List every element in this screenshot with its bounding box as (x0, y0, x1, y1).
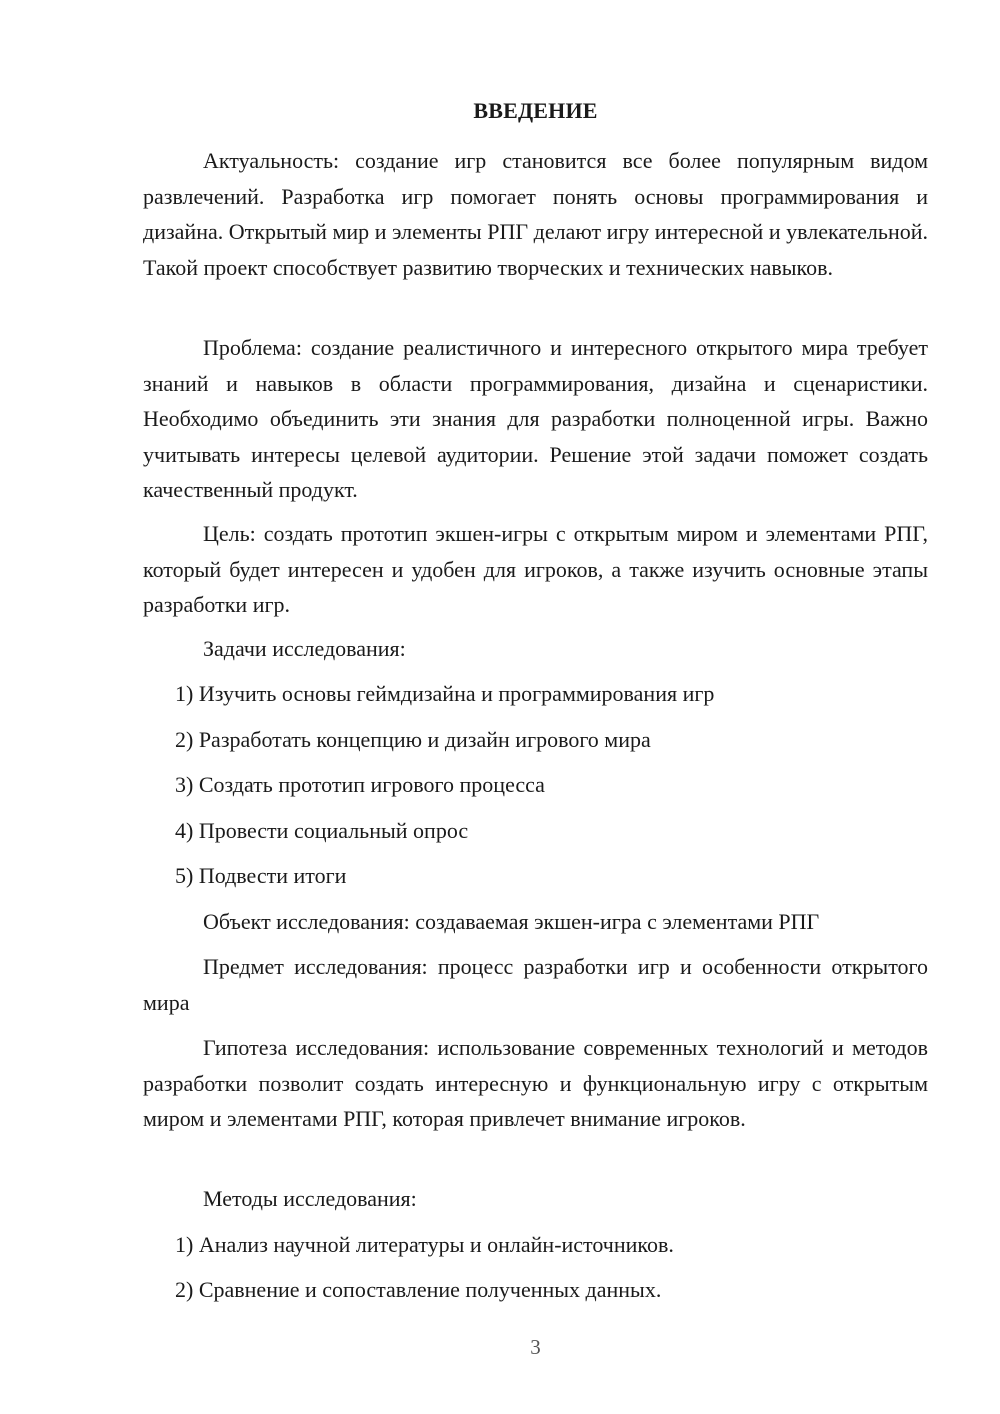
method-item-2: 2) Сравнение и сопоставление полученных данных. (175, 1277, 662, 1302)
page-title: ВВЕДЕНИЕ (473, 98, 598, 123)
methods-heading: Методы исследования: (203, 1186, 417, 1211)
tasks-heading: Задачи исследования: (203, 636, 406, 661)
task-item-4: 4) Провести социальный опрос (175, 818, 469, 843)
task-item-3: 3) Создать прототип игрового процесса (175, 772, 545, 797)
hypothesis-paragraph: Гипотеза исследования: использование современных технологий и методов разработки позволит создать интересную и функциональную игру с открытым миром и элементами РПГ, которая привлечет внимание игроков. (143, 1035, 928, 1131)
task-item-2: 2) Разработать концепцию и дизайн игрового мира (175, 727, 651, 752)
subject-paragraph: Предмет исследования: процесс разработки игр и особенности открытого мира (143, 954, 928, 1015)
page-number: 3 (530, 1335, 541, 1359)
task-item-1: 1) Изучить основы геймдизайна и программирования игр (175, 681, 715, 706)
goal-paragraph: Цель: создать прототип экшен-игры с открытым миром и элементами РПГ, который будет интересен и удобен для игроков, а также изучить основные этапы разработки игр. (143, 521, 928, 617)
task-item-5: 5) Подвести итоги (175, 863, 347, 888)
method-item-1: 1) Анализ научной литературы и онлайн-источников. (175, 1232, 674, 1257)
problem-paragraph: Проблема: создание реалистичного и интересного открытого мира требует знаний и навыков в области программирования, дизайна и сценаристики. Необходимо объединить эти знания для разработки полноценной игры. Важно учитывать интересы целевой аудитории. Решение этой задачи поможет создать качественный продукт. (143, 335, 928, 502)
document-page (143, 0, 928, 1414)
relevance-paragraph: Актуальность: создание игр становится все более популярным видом развлечений. Разработка игр помогает понять основы программирования и дизайна. Открытый мир и элементы РПГ делают игру интересной и увлекательной. Такой проект способствует развитию творческих и технических навыков. (143, 148, 928, 280)
object-paragraph: Объект исследования: создаваемая экшен-игра с элементами РПГ (203, 909, 820, 934)
